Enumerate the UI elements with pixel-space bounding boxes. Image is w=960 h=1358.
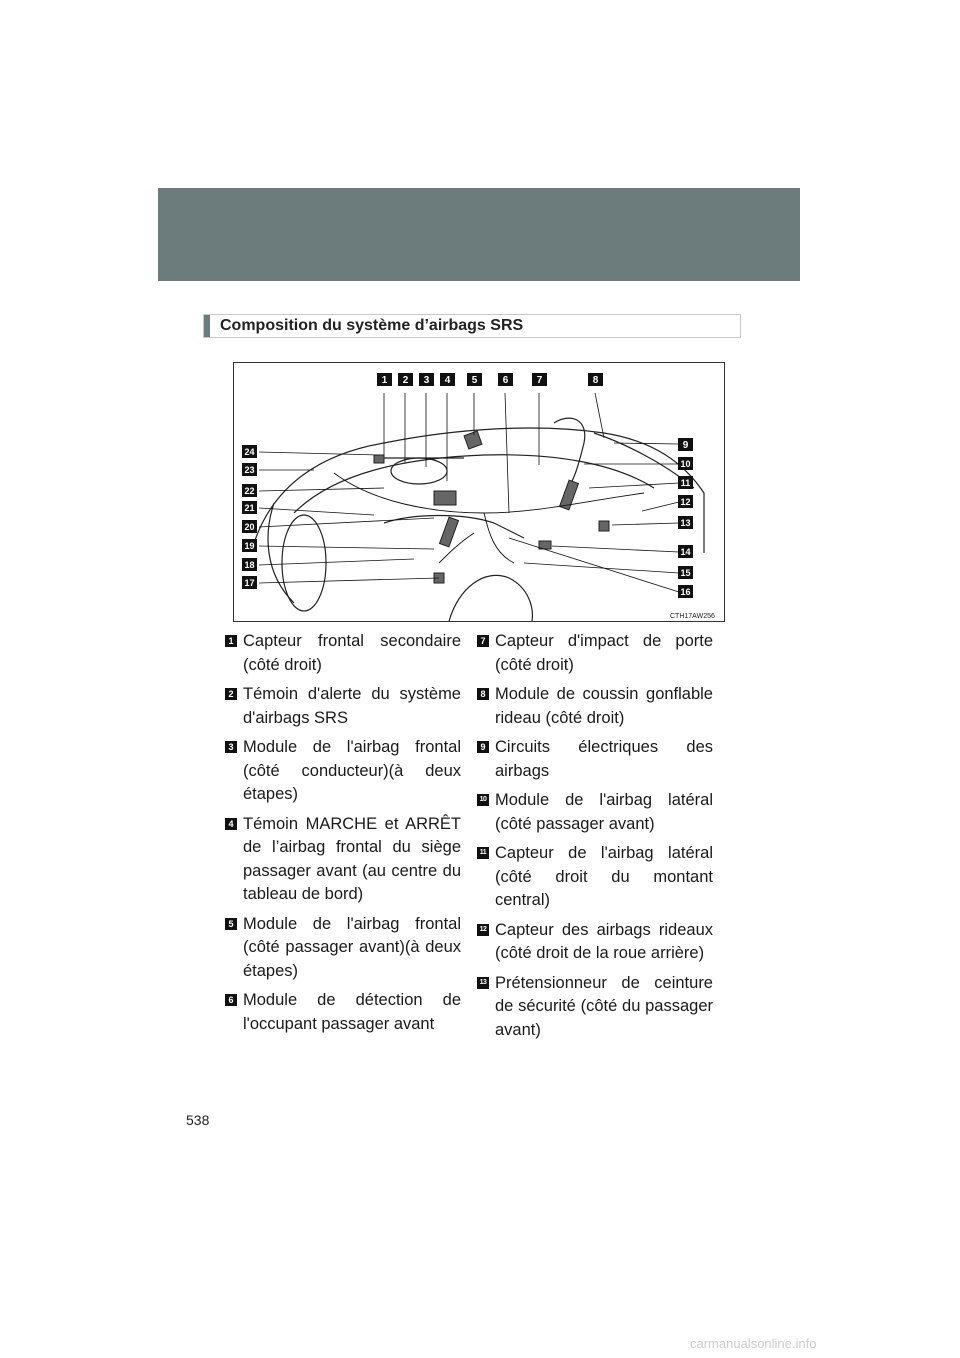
steering-wheel — [391, 458, 447, 484]
item-number-badge: 4 — [225, 818, 237, 830]
svg-text:1: 1 — [381, 375, 388, 386]
item-list-right — [477, 630, 713, 1048]
callout-badge — [588, 373, 603, 386]
item-number-badge: 5 — [225, 918, 237, 930]
figure-code: CTH17AW256 — [670, 613, 715, 620]
list-item — [477, 789, 713, 836]
svg-text:19: 19 — [244, 541, 255, 551]
svg-text:20: 20 — [244, 522, 255, 532]
callout-badge — [440, 373, 455, 386]
svg-text:9: 9 — [682, 440, 689, 451]
page-number: 538 — [186, 1112, 210, 1128]
callout-badge — [678, 457, 693, 470]
list-item — [225, 913, 461, 984]
item-text: Module de l'airbag latéral (côté passager avant) — [495, 791, 713, 833]
item-text: Module de l'airbag frontal (côté conducteur)(à deux étapes) — [243, 738, 461, 803]
svg-text:16: 16 — [680, 587, 691, 597]
list-item — [477, 972, 713, 1043]
item-text: Capteur des airbags rideaux (côté droit de la roue arrière) — [495, 920, 713, 962]
svg-text:13: 13 — [680, 518, 691, 528]
item-number-badge: 3 — [225, 741, 237, 753]
svg-text:6: 6 — [502, 375, 509, 386]
callout-badge — [377, 373, 392, 386]
item-number-badge: 2 — [225, 688, 237, 700]
svg-text:7: 7 — [536, 375, 543, 386]
svg-text:8: 8 — [592, 375, 599, 386]
list-item — [477, 630, 713, 677]
svg-text:23: 23 — [244, 465, 255, 475]
callouts-top — [377, 373, 603, 386]
list-item — [477, 683, 713, 730]
svg-text:5: 5 — [471, 375, 478, 386]
wiring-harness — [334, 473, 644, 513]
watermark: carmanualsonline.info — [690, 1336, 817, 1351]
callout-badge — [242, 558, 257, 571]
item-number-badge: 12 — [477, 924, 489, 936]
callout-badge — [242, 501, 257, 514]
callout-badge — [242, 576, 257, 589]
svg-text:14: 14 — [680, 547, 691, 557]
section-title-bar — [204, 315, 210, 337]
item-text: Module de coussin gonflable rideau (côté droit) — [495, 685, 713, 727]
item-number-badge: 1 — [225, 635, 237, 647]
side-airbag-left — [440, 517, 459, 547]
svg-text:11: 11 — [680, 478, 691, 488]
svg-text:24: 24 — [244, 447, 255, 457]
item-text: Témoin MARCHE et ARRÊT de l’airbag frontal du siège passager avant (au centre du tableau de bord) — [243, 814, 461, 903]
callout-badge — [678, 438, 693, 451]
item-number-badge: 9 — [477, 741, 489, 753]
item-text: Capteur d'impact de porte (côté droit) — [495, 632, 713, 674]
item-number-badge: 6 — [225, 994, 237, 1006]
item-list-left — [225, 630, 461, 1042]
callouts-right — [678, 438, 693, 598]
rear-wheel — [449, 575, 532, 621]
callouts-left — [242, 445, 257, 589]
svg-text:4: 4 — [444, 375, 451, 386]
svg-text:12: 12 — [680, 497, 691, 507]
section-title — [203, 314, 741, 338]
callout-badge — [678, 545, 693, 558]
callout-badge — [242, 484, 257, 497]
callout-badge — [419, 373, 434, 386]
airbag-ecu — [434, 491, 456, 505]
svg-text:18: 18 — [244, 560, 255, 570]
callout-badge — [242, 520, 257, 533]
svg-text:22: 22 — [244, 486, 255, 496]
list-item — [477, 919, 713, 966]
callout-badge — [678, 495, 693, 508]
callout-badge — [678, 476, 693, 489]
item-number-badge: 11 — [477, 847, 489, 859]
callout-badge — [467, 373, 482, 386]
svg-text:10: 10 — [680, 459, 691, 469]
car-illustration — [234, 363, 724, 621]
header-band — [158, 188, 800, 281]
item-text: Capteur de l'airbag latéral (côté droit du montant central) — [495, 844, 713, 909]
svg-text:3: 3 — [423, 375, 430, 386]
callout-badge — [498, 373, 513, 386]
list-item — [477, 842, 713, 913]
pretensioner — [599, 521, 609, 531]
item-text: Module de détection de l'occupant passager avant — [243, 991, 461, 1033]
callout-badge — [242, 539, 257, 552]
passenger-airbag-module — [464, 431, 482, 449]
car-dashboard-line — [294, 455, 654, 513]
item-number-badge: 13 — [477, 977, 489, 989]
callout-badge — [242, 463, 257, 476]
callout-badge — [678, 566, 693, 579]
svg-text:2: 2 — [402, 375, 409, 386]
callout-badge — [398, 373, 413, 386]
callout-badge — [678, 585, 693, 598]
front-sensor — [374, 455, 384, 463]
list-item — [225, 683, 461, 730]
callout-badge — [678, 516, 693, 529]
item-text: Capteur frontal secondaire (côté droit) — [243, 632, 461, 674]
svg-text:17: 17 — [244, 578, 255, 588]
item-number-badge: 10 — [477, 794, 489, 806]
list-item — [225, 989, 461, 1036]
callout-badge — [532, 373, 547, 386]
callout-badge — [242, 445, 257, 458]
item-text: Témoin d'alerte du système d'airbags SRS — [243, 685, 461, 727]
svg-text:21: 21 — [244, 503, 255, 513]
item-text: Prétensionneur de ceinture de sécurité (côté du passager avant) — [495, 973, 713, 1039]
list-item — [225, 813, 461, 907]
section-title-text: Composition du système d’airbags SRS — [220, 317, 524, 334]
item-number-badge: 8 — [477, 688, 489, 700]
item-number-badge: 7 — [477, 635, 489, 647]
list-item — [477, 736, 713, 783]
airbag-diagram — [233, 362, 725, 622]
list-item — [225, 736, 461, 807]
svg-text:15: 15 — [680, 568, 691, 578]
list-item — [225, 630, 461, 677]
item-text: Module de l'airbag frontal (côté passager avant)(à deux étapes) — [243, 914, 461, 980]
front-wheel-arch — [268, 503, 294, 603]
item-text: Circuits électriques des airbags — [495, 738, 713, 780]
